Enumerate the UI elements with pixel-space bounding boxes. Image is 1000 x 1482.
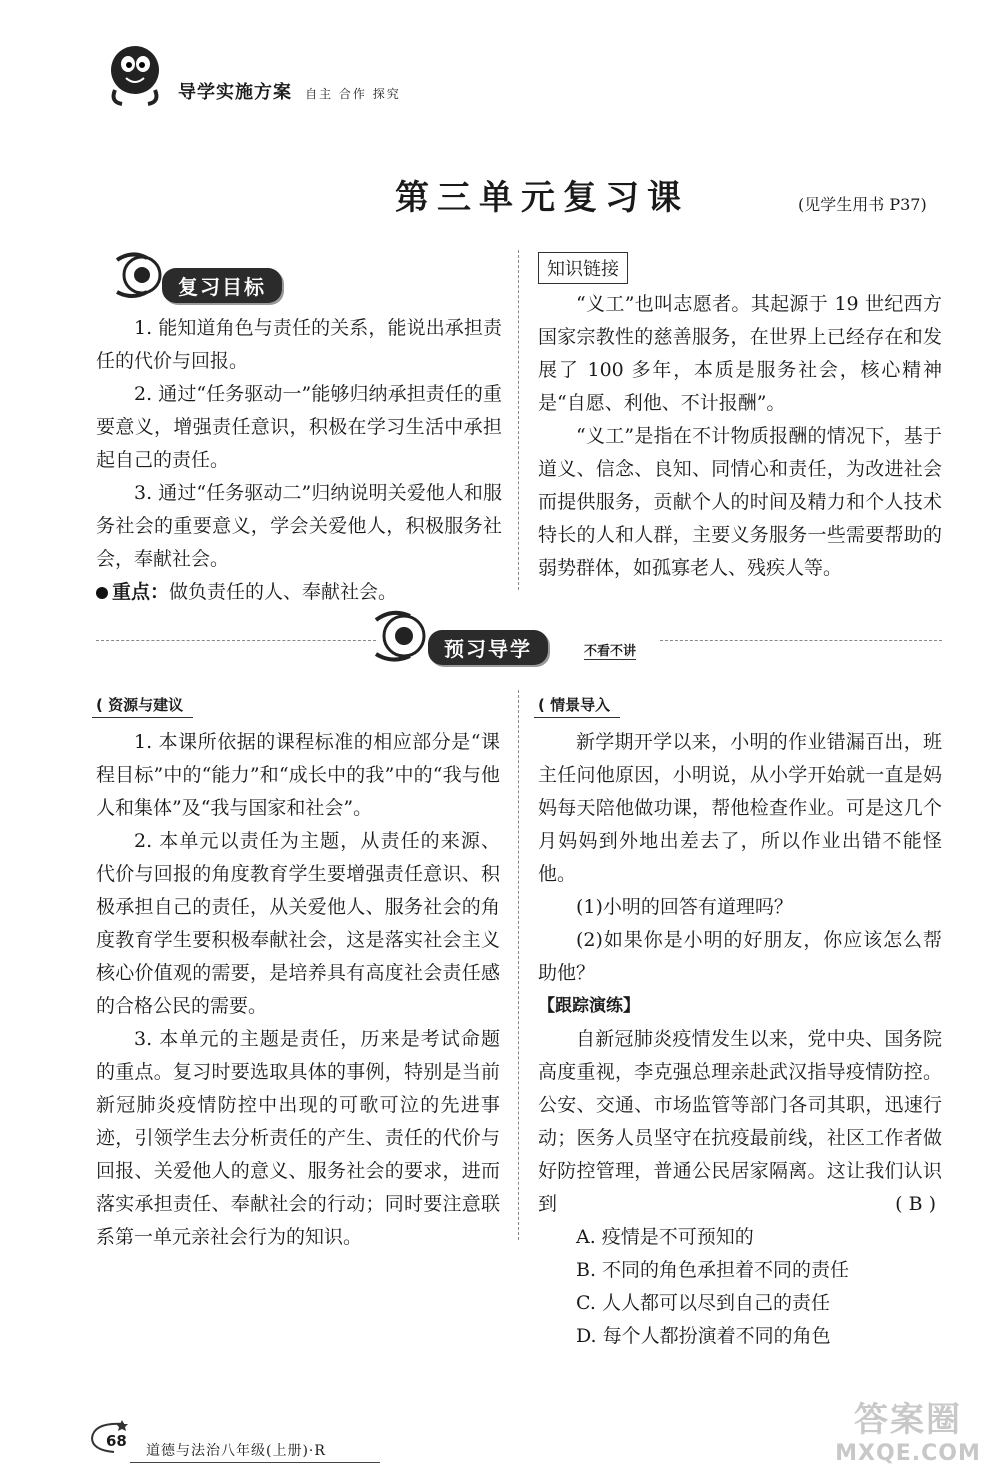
- footer-book-title: 道德与法治八年级(上册)·R: [146, 1443, 326, 1459]
- scenario-section: [538, 726, 942, 1353]
- scenario-question: (2)如果你是小明的好朋友，你应该怎么帮助他？: [538, 929, 942, 984]
- knowledge-link-label: 知识链接: [538, 252, 628, 284]
- practice-option: D. 每个人都扮演着不同的角色: [576, 1325, 831, 1347]
- column-divider: [518, 250, 519, 590]
- practice-option: B. 不同的角色承担着不同的责任: [576, 1259, 850, 1281]
- scenario-heading: ( 情景导入: [534, 694, 620, 718]
- knowledge-link-section: [538, 288, 942, 585]
- preview-subtitle: 不看不讲: [584, 640, 636, 660]
- footer-line: [130, 1462, 380, 1463]
- section-divider: [660, 640, 942, 641]
- review-goal-item: 3. 通过“任务驱动二”归纳说明关爱他人和服务社会的重要意义，学会关爱他人，积极服务社会，奉献社会。: [96, 482, 502, 570]
- practice-stem: 自新冠肺炎疫情发生以来，党中央、国务院高度重视，李克强总理亲赴武汉指导疫情防控。公安、交通、市场监管等部门各司其职，迅速行动；医务人员坚守在抗疫最前线，社区工作者做好防控管理，普通公民居家隔离。这让我们认识到 ( B ): [538, 1023, 942, 1221]
- resources-section: [96, 726, 500, 1254]
- scenario-question: (1)小明的回答有道理吗？: [576, 896, 793, 918]
- reference-note: (见学生用书 P37): [798, 195, 927, 214]
- resources-paragraph: 3. 本单元的主题是责任，历来是考试命题的重点。复习时要选取具体的事例，特别是当前新冠肺炎疫情防控中出现的可歌可泣的先进事迹，引领学生去分析责任的产生、责任的代价与回报、关爱他人的意义、服务社会的要求，进而落实承担责任、奉献社会的行动；同时要注意联系第一单元亲社会行为的知识。: [96, 1028, 500, 1248]
- bullet-icon: [96, 587, 108, 599]
- resources-paragraph: 1. 本课所依据的课程标准的相应部分是“课程目标”中的“能力”和“成长中的我”中的“我与他人和集体”及“我与国家和社会”。: [96, 731, 500, 819]
- mascot-logo: [100, 40, 170, 110]
- resources-heading: ( 资源与建议: [92, 694, 193, 718]
- column-divider: [518, 690, 519, 1240]
- header-tags: 自主 合作 探究: [305, 87, 401, 101]
- swirl-icon: [372, 608, 436, 668]
- page-header: [178, 78, 401, 104]
- watermark: 答案圈 MXQE.COM: [835, 1400, 981, 1466]
- key-point: 重点：做负责任的人、奉献社会。: [96, 576, 502, 609]
- bracket-icon: (: [96, 696, 103, 714]
- review-goals-banner: 复习目标: [162, 268, 282, 303]
- section-divider: [96, 640, 376, 641]
- practice-option: A. 疫情是不可预知的: [576, 1226, 754, 1248]
- review-goal-item: 2. 通过“任务驱动一”能够归纳承担责任的重要意义，增强责任意识，积极在学习生活中承担起自己的责任。: [96, 383, 502, 471]
- page-title: 第三单元复习课: [395, 178, 689, 218]
- practice-option: C. 人人都可以尽到自己的责任: [576, 1292, 830, 1314]
- knowledge-paragraph: “义工”也叫志愿者。其起源于 19 世纪西方国家宗教性的慈善服务，在世界上已经存在和发展了 100 多年，本质是服务社会，核心精神是“自愿、利他、不计报酬”。: [538, 293, 942, 414]
- review-goal-item: 1. 能知道角色与责任的关系，能说出承担责任的代价与回报。: [96, 317, 502, 372]
- practice-heading: 【跟踪演练】: [538, 996, 640, 1016]
- header-title: 导学实施方案: [178, 82, 292, 103]
- preview-banner: 预习导学: [428, 630, 548, 665]
- practice-answer: ( B ): [895, 1193, 936, 1215]
- review-goals-section: [96, 312, 502, 609]
- knowledge-paragraph: “义工”是指在不计物质报酬的情况下，基于道义、信念、良知、同情心和责任，为改进社会而提供服务，贡献个人的时间及精力和个人技术特长的人和人群，主要义务服务一些需要帮助的弱势群体，如孤寡老人、残疾人等。: [538, 425, 942, 579]
- resources-paragraph: 2. 本单元以责任为主题，从责任的来源、代价与回报的角度教育学生要增强责任意识、积极承担自己的责任，从关爱他人、服务社会的角度教育学生要积极奉献社会，这是落实社会主义核心价值观的需要，是培养具有高度社会责任感的合格公民的需要。: [96, 830, 500, 1017]
- scenario-text: 新学期开学以来，小明的作业错漏百出，班主任问他原因，小明说，从小学开始就一直是妈妈每天陪他做功课，帮他检查作业。可是这几个月妈妈到外地出差去了，所以作业出错不能怪他。: [538, 731, 942, 885]
- bracket-icon: (: [538, 696, 545, 714]
